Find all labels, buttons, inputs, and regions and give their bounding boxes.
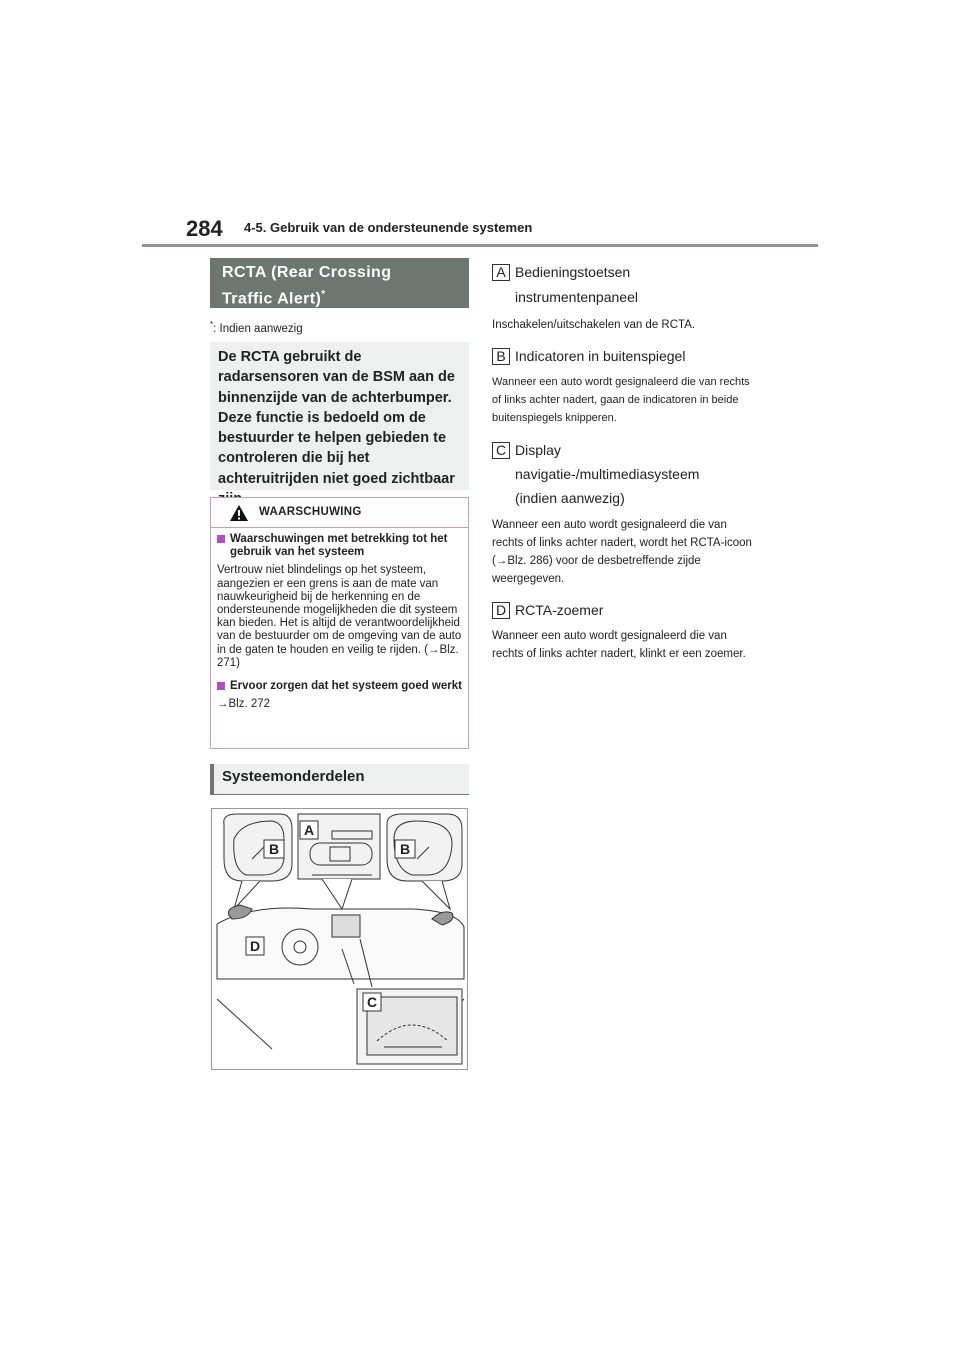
figure-label-d: D [250,938,261,954]
warning-body [211,528,468,711]
item-title: Bedieningstoetsen instrumentenpaneel [515,264,638,305]
warning-item2-ref: →Blz. 272 [217,698,271,711]
warning-title: WAARSCHUWING [259,506,362,518]
section-title-line1: RCTA (Rear Crossing [222,264,392,281]
components-heading: Systeemonderdelen [210,764,469,794]
footnote [210,320,303,335]
item-desc: Inschakelen/uitschakelen van de RCTA. [492,319,696,331]
item-letter: C [492,442,510,459]
item-title: RCTA-zoemer [515,602,604,618]
warning-box [210,497,469,749]
square-bullet-icon [217,535,225,543]
figure-label-a: A [304,822,315,838]
item-letter: B [492,348,510,365]
footnote-mark: * [210,320,214,329]
warning-item-function [217,680,462,693]
item-letter: D [492,602,510,619]
item-desc: Wanneer een auto wordt gesignaleerd die van rechts of links achter nadert, klinkt er een zoemer. [492,630,746,660]
left-column [210,258,469,308]
item-letter: A [492,264,510,281]
figure-label-b-right: B [400,841,411,857]
component-item-a [492,262,754,334]
item-title: Indicatoren in buitenspiegel [515,348,686,364]
right-column [492,262,754,663]
warning-item1-text: Vertrouw niet blindelings op het systeem, aangezien er een grens is aan de mate van nauwkeurigheid bij de herkenning en de ondersteunende mogelijkheden die dit systeem kan bieden. Het is altijd de verantwoordelijkheid van de bestuurder om de omgeving van de auto in de gaten te houden en veilig te rijden. (→Blz. 271) [217,564,462,669]
components-heading-rule [210,794,469,795]
figure-label-c: C [367,994,378,1010]
header-rule [142,244,818,247]
system-components-figure [211,808,468,1070]
component-item-c [492,440,754,588]
component-item-d [492,600,754,663]
footnote-text: : Indien aanwezig [213,322,303,335]
chapter-title: 4-5. Gebruik van de ondersteunende systemen [244,220,533,235]
warning-item2-title: Ervoor zorgen dat het systeem goed werkt [230,680,462,693]
warning-item1-title: Waarschuwingen met betrekking tot het gebruik van het systeem [230,533,448,559]
component-item-b [492,346,754,427]
section-title-banner [210,258,469,308]
warning-item-usage [217,533,462,559]
warning-triangle-icon [229,504,249,522]
page-number: 284 [186,216,223,241]
figure-label-b-left: B [269,841,280,857]
item-desc: Wanneer een auto wordt gesignaleerd die van rechts of links achter nadert, wordt het RCTA-icoon (→Blz. 286) voor de desbetreffende zijde weergegeven. [492,519,752,585]
item-title: Display navigatie-/multimediasysteem (indien aanwezig) [515,442,700,506]
section-title-line2: Traffic Alert) [222,290,322,308]
square-bullet-icon [217,682,225,690]
warning-header [211,498,468,528]
section-title-mark: * [321,289,326,300]
dashboard-illustration [212,809,467,1069]
intro-box: De RCTA gebruikt de radarsensoren van de BSM aan de binnenzijde van de achterbumper. Deze functie is bedoeld om de bestuurder te helpen gebieden te controleren die bij het achteruitrijden niet goed zichtbaar [210,342,469,490]
item-desc: Wanneer een auto wordt gesignaleerd die van rechts of links achter nadert, gaan de indicatoren in beide buitenspiegels knipperen. [492,376,750,424]
